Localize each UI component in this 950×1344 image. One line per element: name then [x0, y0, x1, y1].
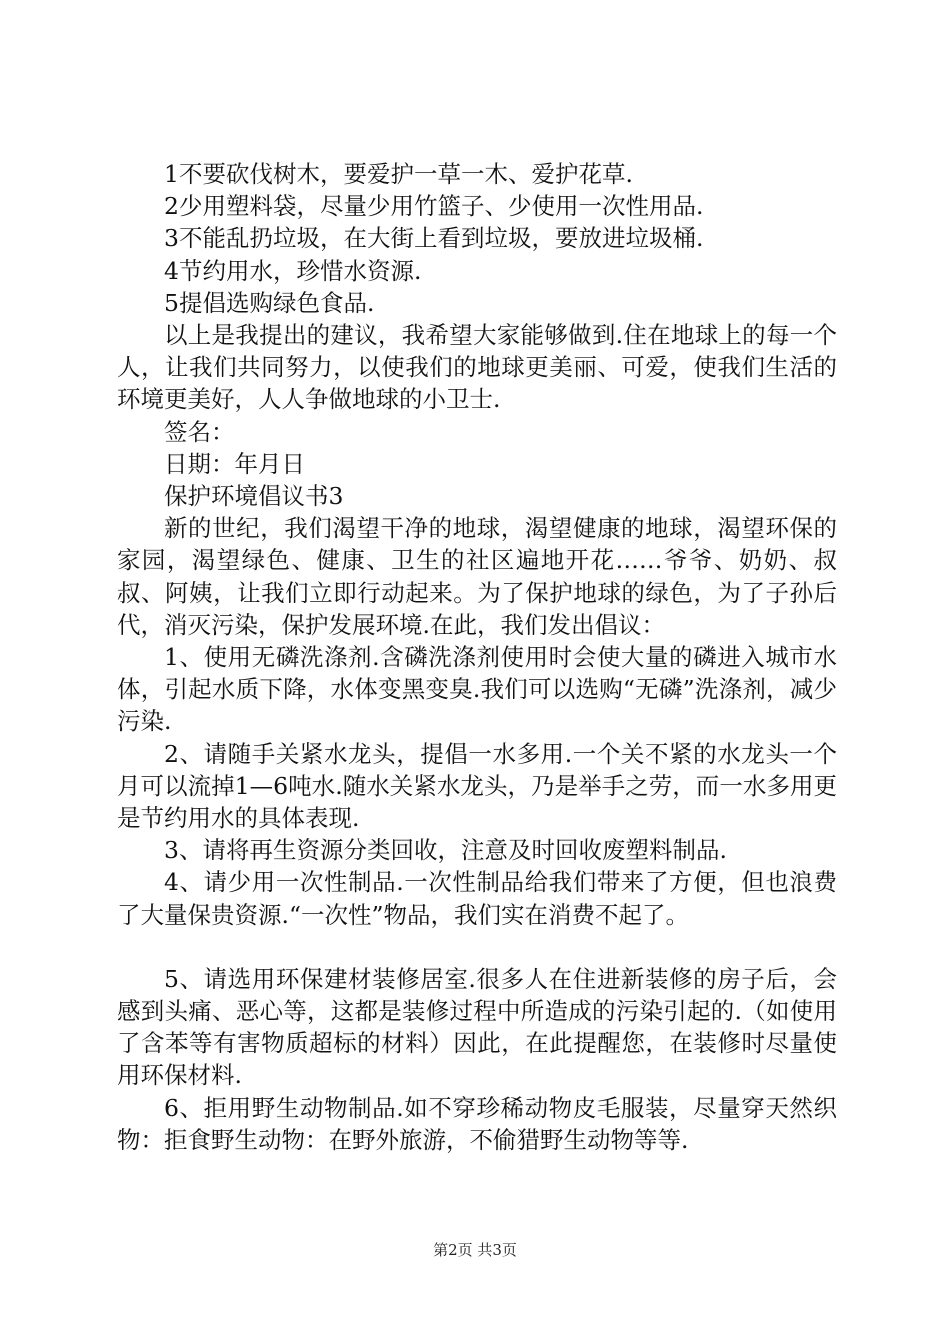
signature-line: 签名：	[164, 417, 235, 446]
paragraph-suggestion-1: 1不要砍伐树木，要爱护一草一木、爱护花草.	[164, 160, 633, 188]
paragraph-suggestion-3: 3不能乱扔垃圾，在大街上看到垃圾，要放进垃圾桶.	[164, 224, 704, 253]
paragraph-proposal-5: 5、请选用环保建材装修居室.很多人在住进新装修的房子后，会感到头痛、恶心等，这都是装修过程中所造成的污染引起的.（如使用了含苯等有害物质超标的材料）因此，在此提醒您，在装修时尽量使用环保材料.	[117, 964, 837, 1090]
section-title: 保护环境倡议书3	[164, 482, 344, 511]
paragraph-proposal-6: 6、拒用野生动物制品.如不穿珍稀动物皮毛服装，尽量穿天然织物：拒食野生动物：在野外旅游，不偷猎野生动物等等.	[117, 1093, 837, 1154]
paragraph-closing: 以上是我提出的建议，我希望大家能够做到.住在地球上的每一个人，让我们共同努力，以使我们的地球更美丽、可爱，使我们生活的环境更美好，人人争做地球的小卫士.	[117, 321, 837, 414]
blank-line	[117, 931, 837, 963]
document-body	[117, 158, 837, 1156]
paragraph-suggestion-2: 2少用塑料袋，尽量少用竹篮子、少使用一次性用品.	[164, 192, 704, 221]
date-line: 日期：年月日	[164, 449, 305, 478]
paragraph-proposal-3: 3、请将再生资源分类回收，注意及时回收废塑料制品.	[164, 836, 727, 865]
paragraph-suggestion-4: 4节约用水，珍惜水资源.	[164, 256, 422, 285]
paragraph-proposal-1: 1、使用无磷洗涤剂.含磷洗涤剂使用时会使大量的磷进入城市水体，引起水质下降，水体变黑变臭.我们可以选购“无磷”洗涤剂，减少污染.	[117, 643, 837, 736]
page-footer: 第2页 共3页	[433, 1241, 517, 1259]
paragraph-intro: 新的世纪，我们渴望干净的地球，渴望健康的地球，渴望环保的家园，渴望绿色、健康、卫生的社区遍地开花……爷爷、奶奶、叔叔、阿姨，让我们立即行动起来。为了保护地球的绿色，为了子孙后代，消灭污染，保护发展环境.在此，我们发出倡议：	[117, 514, 837, 639]
paragraph-proposal-4: 4、请少用一次性制品.一次性制品给我们带来了方便，但也浪费了大量保贵资源.“一次性”物品，我们实在消费不起了。	[117, 868, 837, 929]
paragraph-proposal-2: 2、请随手关紧水龙头，提倡一水多用.一个关不紧的水龙头一个月可以流掉1—6吨水.随水关紧水龙头，乃是举手之劳，而一水多用更是节约用水的具体表现.	[117, 739, 837, 833]
paragraph-suggestion-5: 5提倡选购绿色食品.	[164, 288, 375, 317]
